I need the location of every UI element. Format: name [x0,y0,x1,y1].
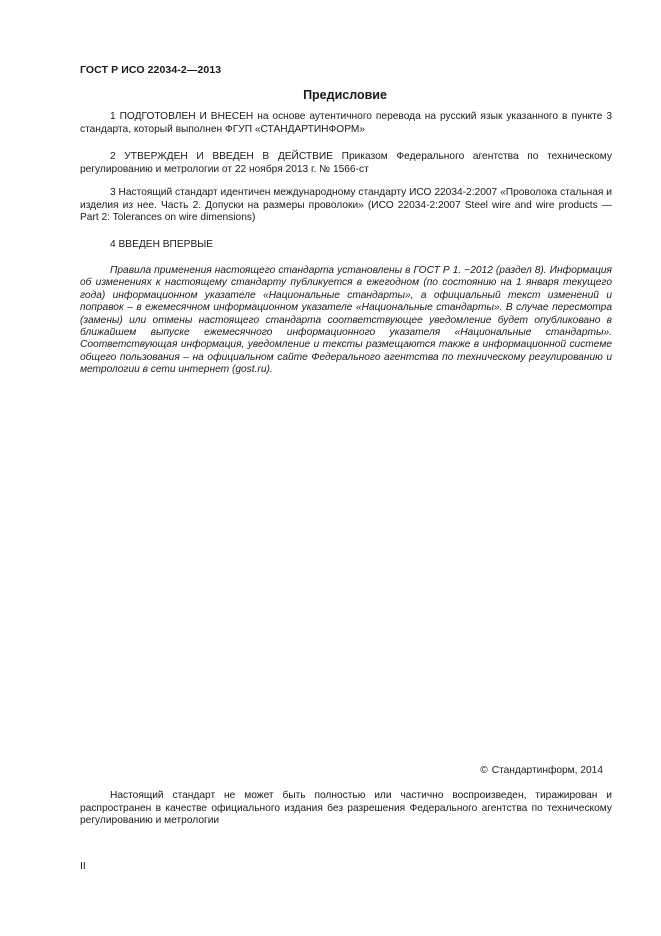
reproduction-notice: Настоящий стандарт не может быть полностью или частично воспроизведен, тиражирован и распространен в качестве официального издания без разрешения Федерального агентства по техническому регулированию и метрологии [80,790,612,827]
preface-title: Предисловие [303,88,387,102]
copyright-icon: © [480,765,488,776]
document-code: ГОСТ Р ИСО 22034-2—2013 [80,64,222,76]
copyright-line [480,765,603,776]
preface-item-1: 1 ПОДГОТОВЛЕН И ВНЕСЕН на основе аутентичного перевода на русский язык указанного в пункте 3 стандарта, который выполнен ФГУП «СТАНДАРТИНФОРМ» [80,111,612,135]
preface-item-3: 3 Настоящий стандарт идентичен международному стандарту ИСО 22034-2:2007 «Проволока стальная и изделия из нее. Часть 2. Допуски на размеры проволоки» (ИСО 22034-2:2007 Steel wire and wire products — Part 2: Tolerances on wire dimensions) [80,187,612,224]
preface-item-2: 2 УТВЕРЖДЕН И ВВЕДЕН В ДЕЙСТВИЕ Приказом Федерального агентства по техническому регулированию и метрологии от 22 ноября 2013 г. № 1566-ст [80,151,612,175]
rules-note: Правила применения настоящего стандарта установлены в ГОСТ Р 1. −2012 (раздел 8). Информация об изменениях к настоящему стандарту публикуется в ежегодном (по состоянию на 1 января текущего года) информационном указателе «Национальные стандарты», а официальный текст изменений и поправок – в ежемесячном информационном указателе «Национальные стандарты». В случае пересмотра (замены) или отмены настоящего стандарта соответствующее уведомление будет опубликовано в ближайшем выпуске ежемесячного информационного указателя «Национальные стандарты». Соответствующая информация, уведомление и тексты размещаются также в информационной системе общего пользования – на официальном сайте Федерального агентства по техническому регулированию и метрологии в сети интернет (gost.ru). [80,265,612,376]
copyright-text: Стандартинформ, 2014 [491,765,603,776]
page-number: II [80,860,86,872]
preface-item-4: 4 ВВЕДЕН ВПЕРВЫЕ [110,239,214,250]
